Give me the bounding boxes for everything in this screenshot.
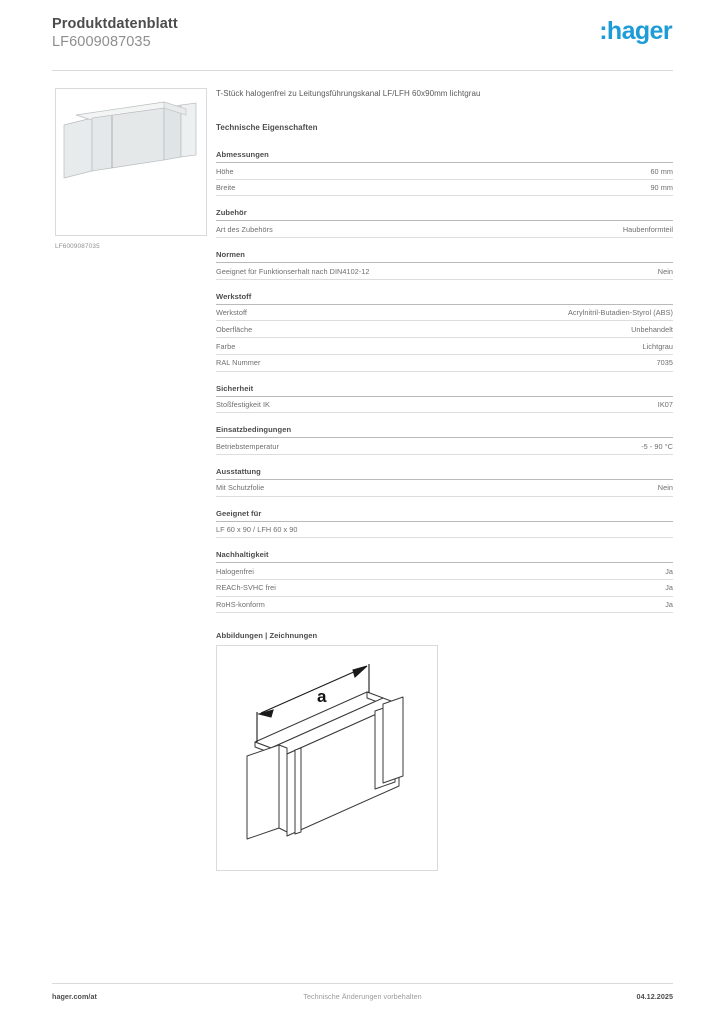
spec-group-title: Zubehör (216, 208, 673, 221)
spec-row (216, 355, 673, 372)
spec-label: Breite (216, 183, 236, 193)
spec-group-title: Normen (216, 250, 673, 263)
spec-group (216, 467, 673, 497)
spec-group (216, 292, 673, 372)
spec-label: Werkstoff (216, 308, 247, 318)
spec-group (216, 550, 673, 613)
spec-value: Nein (657, 266, 673, 276)
spec-group (216, 425, 673, 455)
spec-value: IK07 (657, 400, 673, 409)
spec-value: Lichtgrau (642, 341, 673, 351)
spec-label: Betriebstemperatur (216, 441, 279, 451)
spec-group-title: Werkstoff (216, 292, 673, 305)
spec-group (216, 509, 673, 539)
hager-logo: :hager (599, 17, 672, 45)
spec-row (216, 221, 673, 238)
spec-row (216, 163, 673, 180)
spec-group-title: Abmessungen (216, 150, 673, 163)
spec-label: LF 60 x 90 / LFH 60 x 90 (216, 525, 298, 535)
spec-group-title: Geeignet für (216, 509, 673, 522)
spec-group-title: Einsatzbedingungen (216, 425, 673, 438)
spec-row (216, 597, 673, 614)
product-photo-caption: LF6009087035 (55, 243, 100, 250)
spec-value: Ja (665, 566, 673, 576)
spec-row (216, 305, 673, 322)
spec-label: RoHS-konform (216, 600, 265, 610)
spec-label: REACh-SVHC frei (216, 583, 276, 593)
spec-value: 60 mm (650, 166, 673, 176)
product-description: T-Stück halogenfrei zu Leitungsführungskanal LF/LFH 60x90mm lichtgrau (216, 89, 481, 98)
spec-group-title: Nachhaltigkeit (216, 550, 673, 563)
spec-value: Unbehandelt (631, 324, 673, 334)
spec-group (216, 150, 673, 196)
footer-divider (52, 983, 673, 984)
spec-row (216, 522, 673, 539)
page-title: Produktdatenblatt (52, 16, 178, 32)
page-header (52, 16, 672, 68)
technical-properties-heading: Technische Eigenschaften (216, 123, 318, 132)
product-photo-t-piece-icon (56, 89, 206, 235)
dimension-label-a: a (317, 687, 327, 707)
spec-row (216, 263, 673, 280)
footer-disclaimer: Technische Änderungen vorbehalten (303, 992, 422, 1001)
page-footer (52, 992, 673, 1006)
spec-label: Stoßfestigkeit IK (216, 400, 270, 409)
spec-row (216, 438, 673, 455)
spec-label: Mit Schutzfolie (216, 483, 265, 493)
spec-value: Haubenformteil (622, 224, 673, 234)
spec-value: 90 mm (650, 183, 673, 193)
spec-value: Ja (665, 600, 673, 610)
spec-label: Art des Zubehörs (216, 224, 273, 234)
header-divider (52, 70, 673, 71)
spec-group (216, 384, 673, 414)
spec-row (216, 338, 673, 355)
spec-row (216, 563, 673, 580)
spec-label: Farbe (216, 341, 236, 351)
product-photo-frame (55, 88, 207, 236)
spec-group (216, 250, 673, 280)
drawings-heading: Abbildungen | Zeichnungen (216, 631, 318, 641)
spec-row (216, 321, 673, 338)
spec-group-title: Sicherheit (216, 384, 673, 397)
product-figure (55, 88, 207, 250)
main-content (216, 88, 673, 871)
spec-group (216, 208, 673, 238)
spec-row (216, 580, 673, 597)
page-subtitle-article-number: LF6009087035 (52, 34, 151, 50)
spec-group-title: Ausstattung (216, 467, 673, 480)
spec-label: RAL Nummer (216, 358, 261, 368)
spec-value: Acrylnitril-Butadien-Styrol (ABS) (567, 308, 673, 318)
spec-row (216, 180, 673, 197)
spec-label: Höhe (216, 166, 234, 176)
spec-value: Ja (665, 583, 673, 593)
technical-drawing-t-piece-icon (217, 646, 437, 870)
spec-value: 7035 (656, 358, 673, 368)
footer-date: 04.12.2025 (636, 992, 673, 1001)
spec-label: Geeignet für Funktionserhalt nach DIN4102-12 (216, 266, 370, 276)
spec-label: Halogenfrei (216, 566, 254, 576)
spec-label: Oberfläche (216, 324, 253, 334)
footer-website[interactable]: hager.com/at (52, 992, 97, 1001)
spec-row (216, 480, 673, 497)
specification-groups (216, 150, 673, 613)
spec-value: Nein (657, 483, 673, 493)
spec-row (216, 397, 673, 414)
technical-drawing-frame (216, 645, 438, 871)
spec-value: -5 - 90 °C (641, 441, 673, 451)
